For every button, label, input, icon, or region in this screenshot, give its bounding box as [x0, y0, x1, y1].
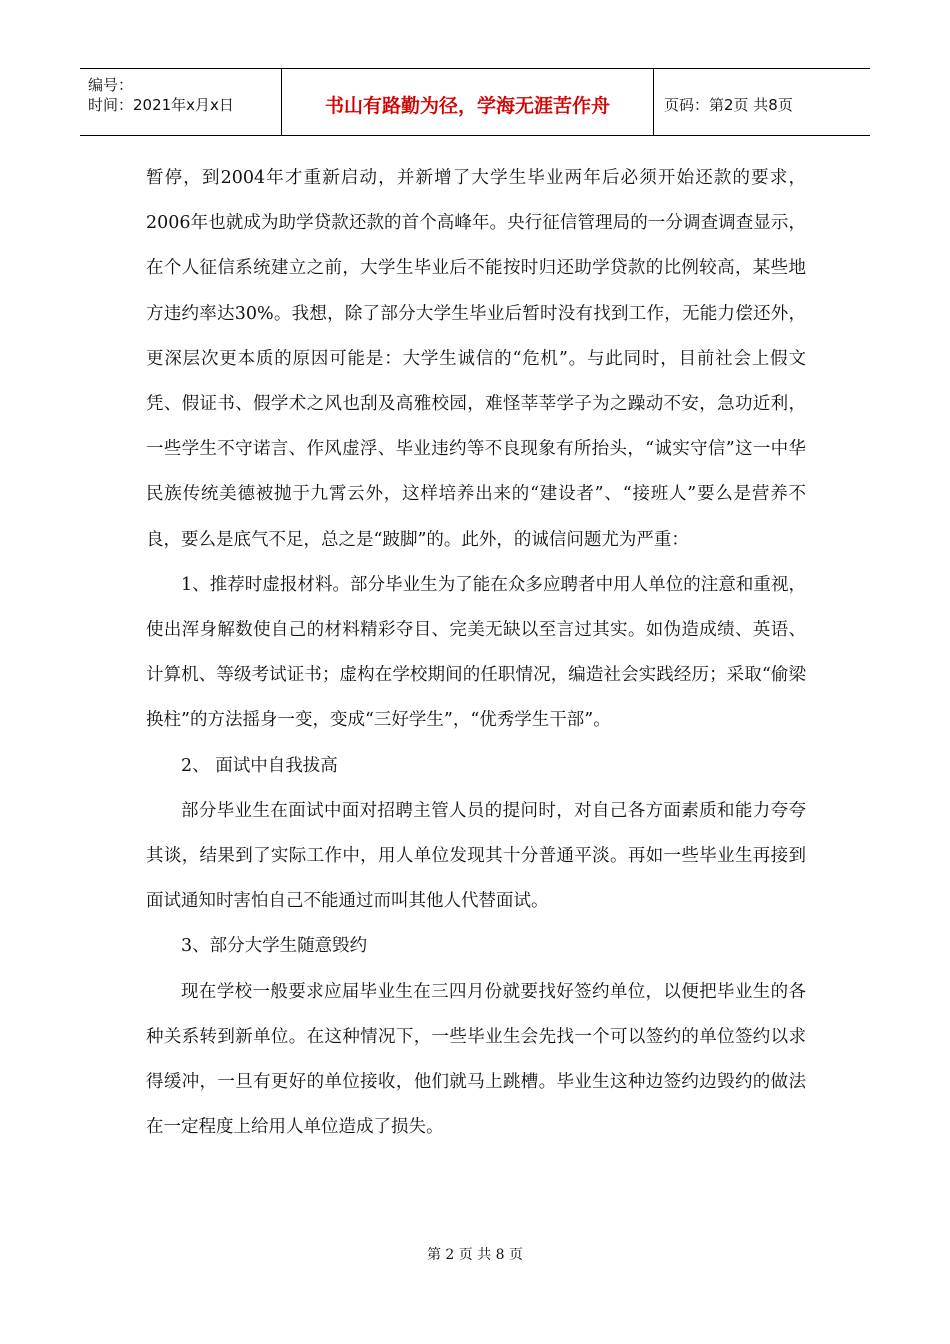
document-number-label: 编号：	[88, 76, 134, 94]
page-footer: 第 2 页 共 8 页	[426, 1247, 524, 1263]
body-paragraph: 部分毕业生在面试中面对招聘主管人员的提问时，对自己各方面素质和能力夸夸其谈，结果到了实际工作中，用人单位发现其十分普通平淡。再如一些毕业生再接到面试通知时害怕自己不能通过而叫其他人代替面试。	[146, 800, 806, 912]
document-time-label: 时间：2021年x月x日	[88, 96, 234, 114]
header-page-info: 页码：第2页 共8页	[664, 95, 793, 114]
body-paragraph: 1、推荐时虚报材料。部分毕业生为了能在众多应聘者中用人单位的注意和重视，使出浑身解数使自己的材料精彩夺目、完美无缺以至言过其实。如伪造成绩、英语、计算机、等级考试证书；虚构在学校期间的任职情况，编造社会实践经历；采取“偷梁换柱”的方法摇身一变，变成“三好学生”，“优秀学生干部”。	[146, 574, 806, 731]
header-motto: 书山有路勤为径，学海无涯苦作舟	[282, 69, 654, 135]
section-heading: 2、 面试中自我拔高	[181, 755, 338, 776]
page-header	[80, 68, 870, 136]
section-heading: 3、部分大学生随意毁约	[181, 936, 368, 957]
document-body	[146, 156, 806, 1150]
body-paragraph: 现在学校一般要求应届毕业生在三四月份就要找好签约单位，以便把毕业生的各种关系转到新单位。在这种情况下，一些毕业生会先找一个可以签约的单位签约以求得缓冲，一旦有更好的单位接收，他们就马上跳槽。毕业生这种边签约边毁约的做法在一定程度上给用人单位造成了损失。	[146, 981, 806, 1138]
body-paragraph: 暂停，到2004年才重新启动，并新增了大学生毕业两年后必须开始还款的要求，2006年也就成为助学贷款还款的首个高峰年。央行征信管理局的一分调查调查显示，在个人征信系统建立之前，大学生毕业后不能按时归还助学贷款的比例较高，某些地方违约率达30%。我想，除了部分大学生毕业后暂时没有找到工作，无能力偿还外，更深层次更本质的原因可能是：大学生诚信的“危机”。与此同时，目前社会上假文凭、假证书、假学术之风也刮及高雅校园，难怪莘莘学子为之躁动不安，急功近利，一些学生不守诺言、作风虚浮、毕业违约等不良现象有所抬头，“诚实守信”这一中华民族传统美德被抛于九霄云外，这样培养出来的“建设者”、“接班人”要么是营养不良，要么是底气不足，总之是“跛脚”的。此外，的诚信问题尤为严重：	[146, 168, 806, 550]
header-meta	[80, 69, 282, 135]
